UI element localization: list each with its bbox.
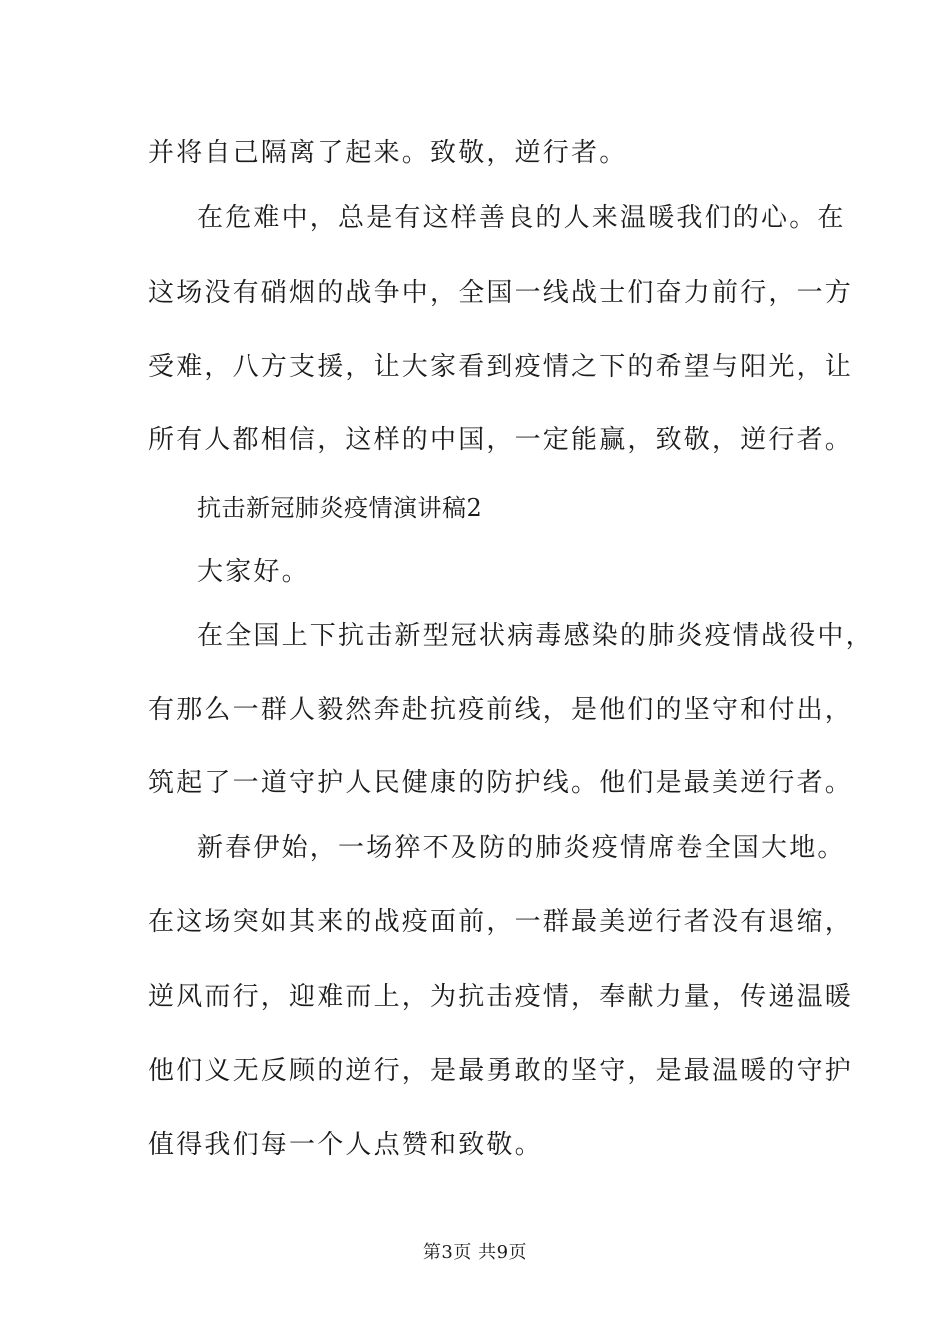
body-line: 值得我们每一个人点赞和致敬。 xyxy=(148,1130,543,1160)
body-line: 这场没有硝烟的战争中，全国一线战士们奋力前行，一方 xyxy=(148,278,854,308)
body-line: 受难，八方支援，让大家看到疫情之下的希望与阳光，让 xyxy=(148,352,854,382)
body-line: 他们义无反顾的逆行，是最勇敢的坚守，是最温暖的守护 xyxy=(148,1056,854,1086)
section-heading: 抗击新冠肺炎疫情演讲稿2 xyxy=(197,494,483,522)
body-line: 逆风而行，迎难而上，为抗击疫情，奉献力量，传递温暖 xyxy=(148,982,854,1012)
body-line: 新春伊始，一场猝不及防的肺炎疫情席卷全国大地。 xyxy=(197,833,846,863)
body-line: 并将自己隔离了起来。致敬，逆行者。 xyxy=(148,138,628,168)
body-line: 在这场突如其来的战疫面前，一群最美逆行者没有退缩， xyxy=(148,907,854,937)
body-line: 在全国上下抗击新型冠状病毒感染的肺炎疫情战役中， xyxy=(197,621,874,651)
body-line: 大家好。 xyxy=(197,557,310,587)
body-line: 有那么一群人毅然奔赴抗疫前线，是他们的坚守和付出， xyxy=(148,695,854,725)
body-line: 在危难中，总是有这样善良的人来温暖我们的心。在 xyxy=(197,203,846,233)
page-number-footer: 第3页 共9页 xyxy=(422,1242,528,1263)
body-line: 筑起了一道守护人民健康的防护线。他们是最美逆行者。 xyxy=(148,768,854,798)
body-line: 所有人都相信，这样的中国，一定能赢，致敬，逆行者。 xyxy=(148,425,854,455)
